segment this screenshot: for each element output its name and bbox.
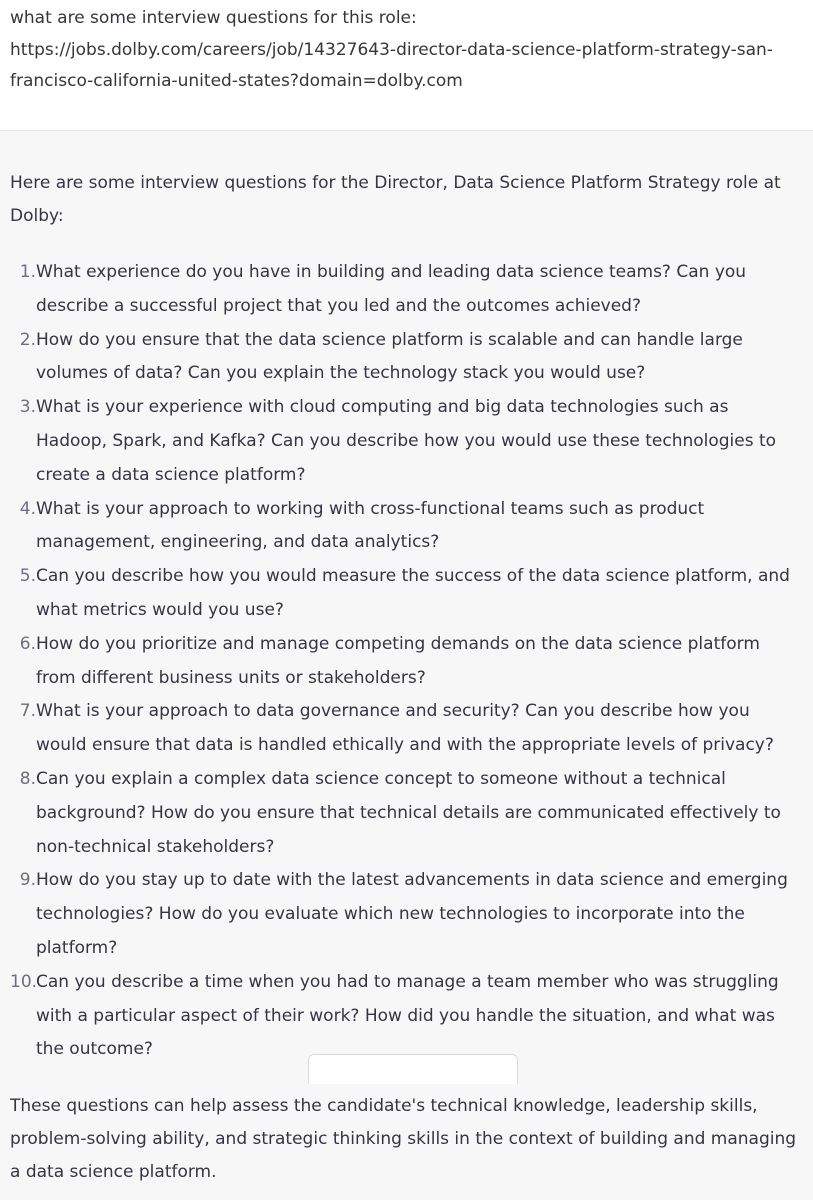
list-item-text: Can you explain a complex data science concept to someone without a technical background? How do you ensure that technical details are communicated effectively to non-technical stakeholders? xyxy=(36,768,781,857)
list-item xyxy=(10,695,803,763)
list-item-text: What is your approach to data governance and security? Can you describe how you would ensure that data is handled ethically and with the appropriate levels of privacy? xyxy=(36,701,774,756)
list-item-number: 6. xyxy=(19,633,36,654)
user-message xyxy=(0,0,813,131)
list-item-text: Can you describe a time when you had to manage a team member who was struggling with a particular aspect of their work? How did you handle the situation, and what was the outcome? xyxy=(36,971,779,1060)
list-item xyxy=(10,391,803,492)
regenerate-response-button[interactable] xyxy=(308,1054,518,1084)
list-item-number: 10. xyxy=(10,971,38,992)
list-item xyxy=(10,628,803,696)
list-item xyxy=(10,763,803,864)
list-item-text: How do you prioritize and manage competing demands on the data science platform from different business units or stakeholders? xyxy=(36,633,760,688)
list-item-text: Can you describe how you would measure the success of the data science platform, and what metrics would you use? xyxy=(36,566,790,620)
list-item-number: 4. xyxy=(19,498,36,519)
list-item-text: What is your experience with cloud computing and big data technologies such as Hadoop, Spark, and Kafka? Can you describe how you would use these technologies to create a data science platform? xyxy=(36,397,777,485)
list-item-number: 5. xyxy=(19,566,36,587)
list-item-text: What is your approach to working with cross-functional teams such as product management, engineering, and data analytics? xyxy=(36,498,705,553)
list-item-text: How do you stay up to date with the latest advancements in data science and emerging technologies? How do you evaluate which new technologies to incorporate into the platform? xyxy=(36,870,788,958)
list-item-number: 7. xyxy=(19,701,36,722)
assistant-message xyxy=(0,131,813,1200)
questions-list xyxy=(10,256,803,1067)
list-item xyxy=(10,864,803,965)
list-item xyxy=(10,256,803,324)
list-item-number: 8. xyxy=(19,768,36,789)
list-item-text: What experience do you have in building and leading data science teams? Can you describe a successful project that you led and the outcomes achieved? xyxy=(36,262,747,316)
list-item-text: How do you ensure that the data science platform is scalable and can handle large volumes of data? Can you explain the technology stack you would use? xyxy=(36,329,743,384)
list-item-number: 9. xyxy=(19,870,36,891)
list-item xyxy=(10,966,803,1067)
assistant-conclusion: These questions can help assess the candidate's technical knowledge, leadership skills, problem-solving ability, and strategic thinking skills in the context of building and managing a data science platform. xyxy=(10,1096,797,1183)
assistant-intro: Here are some interview questions for the Director, Data Science Platform Strategy role at Dolby: xyxy=(10,173,781,226)
list-item xyxy=(10,493,803,561)
list-item xyxy=(10,560,803,628)
list-item-number: 2. xyxy=(19,329,36,350)
user-message-text: what are some interview questions for this role: https://jobs.dolby.com/careers/job/14327643-director-data-science-platform-strategy-san-francisco-california-united-states?domain=dolby.com xyxy=(10,8,773,91)
list-item xyxy=(10,324,803,392)
list-item-number: 3. xyxy=(19,397,36,418)
list-item-number: 1. xyxy=(19,262,36,282)
